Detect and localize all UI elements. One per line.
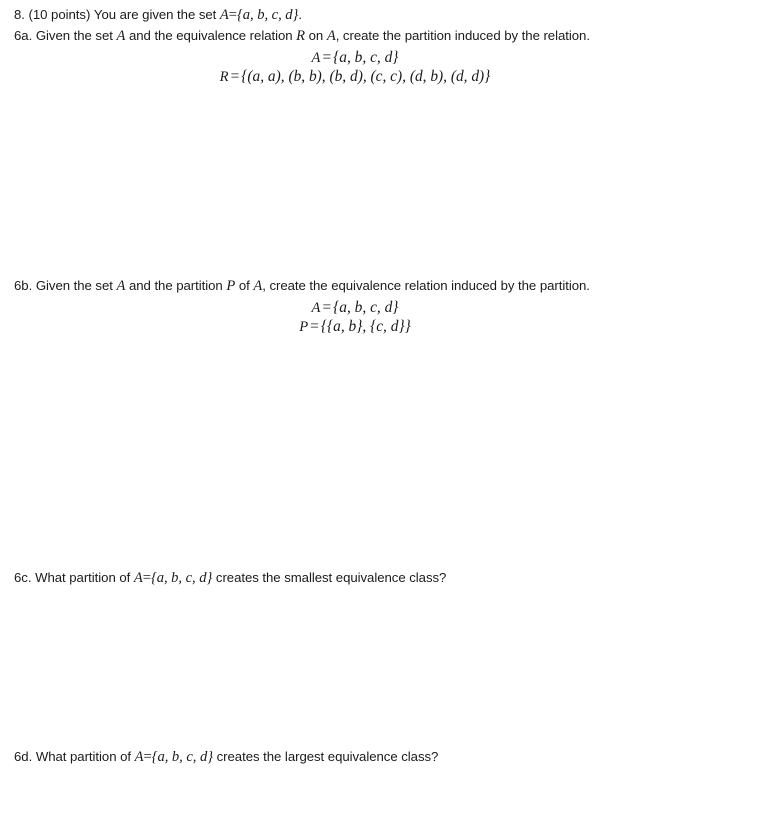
part-6d-answer-space[interactable] (14, 771, 759, 831)
question-header (14, 6, 302, 24)
part-6b-symbol-A1: A (116, 278, 126, 294)
equals-sign: = (228, 7, 237, 23)
part-6a-text-3: on (305, 28, 327, 43)
part-6a-label: 6a. (14, 28, 33, 43)
part-6b-equation-A (0, 298, 710, 318)
equation-lhs: P (299, 319, 309, 335)
part-6b-text-2: and the partition (125, 278, 227, 293)
equals-sign: = (310, 318, 319, 335)
part-6a-prompt (14, 27, 590, 45)
part-6c-text-1: What partition of (35, 570, 134, 585)
equation-rhs: {a, b, c, d} (333, 299, 399, 316)
part-6a-symbol-R: R (296, 28, 306, 44)
equals-sign: = (230, 68, 240, 85)
question-prompt-text: You are given the set (93, 7, 220, 22)
part-6d-set-value: {a, b, c, d} (151, 749, 214, 765)
part-6a-answer-space[interactable] (14, 90, 759, 270)
part-6d-prompt (14, 748, 438, 766)
part-6b-equation-P (0, 317, 710, 337)
equals-sign: = (322, 299, 332, 316)
part-6d-text-1: What partition of (35, 749, 135, 764)
part-6a-text-4: , create the partition induced by the relation. (335, 28, 590, 43)
part-6b-prompt (14, 277, 590, 295)
part-6a-symbol-A1: A (116, 28, 126, 44)
header-trailing-period: . (298, 7, 302, 22)
part-6a-equation-R (0, 67, 710, 87)
part-6b-text-3: of (235, 278, 254, 293)
part-6d-symbol-A: A (134, 749, 144, 765)
part-6a-symbol-A2: A (326, 28, 336, 44)
equals-sign: = (322, 49, 332, 66)
equation-lhs: A (311, 300, 321, 316)
part-6c-text-2: creates the smallest equivalence class? (212, 570, 447, 585)
part-6a-equation-A (0, 48, 710, 68)
part-6d-label: 6d. (14, 749, 33, 764)
part-6a-text-1: Given the set (35, 28, 117, 43)
equals-sign: = (143, 749, 152, 765)
set-name-A: A (219, 7, 229, 23)
equation-rhs: {{a, b}, {c, d}} (320, 318, 411, 335)
part-6c-label: 6c. (14, 570, 32, 585)
part-6b-text-1: Given the set (35, 278, 117, 293)
part-6b-label: 6b. (14, 278, 33, 293)
part-6c-answer-space[interactable] (14, 592, 759, 747)
part-6c-symbol-A: A (133, 570, 143, 586)
part-6d-text-2: creates the largest equivalence class? (213, 749, 439, 764)
part-6c-set-value: {a, b, c, d} (150, 570, 213, 586)
equals-sign: = (142, 570, 151, 586)
equation-lhs: A (311, 50, 321, 66)
equation-rhs: {(a, a), (b, b), (b, d), (c, c), (d, b), (d, d)} (241, 68, 491, 85)
question-number: 8. (14, 7, 25, 22)
equation-lhs: R (219, 69, 229, 85)
part-6b-symbol-P: P (226, 278, 236, 294)
equation-rhs: {a, b, c, d} (333, 49, 399, 66)
part-6b-symbol-A2: A (253, 278, 263, 294)
set-value-A: {a, b, c, d} (236, 7, 299, 23)
question-points: (10 points) (28, 7, 91, 22)
part-6b-text-4: , create the equivalence relation induced by the partition. (262, 278, 590, 293)
part-6b-answer-space[interactable] (14, 340, 759, 565)
part-6a-text-2: and the equivalence relation (125, 28, 297, 43)
part-6c-prompt (14, 569, 446, 587)
